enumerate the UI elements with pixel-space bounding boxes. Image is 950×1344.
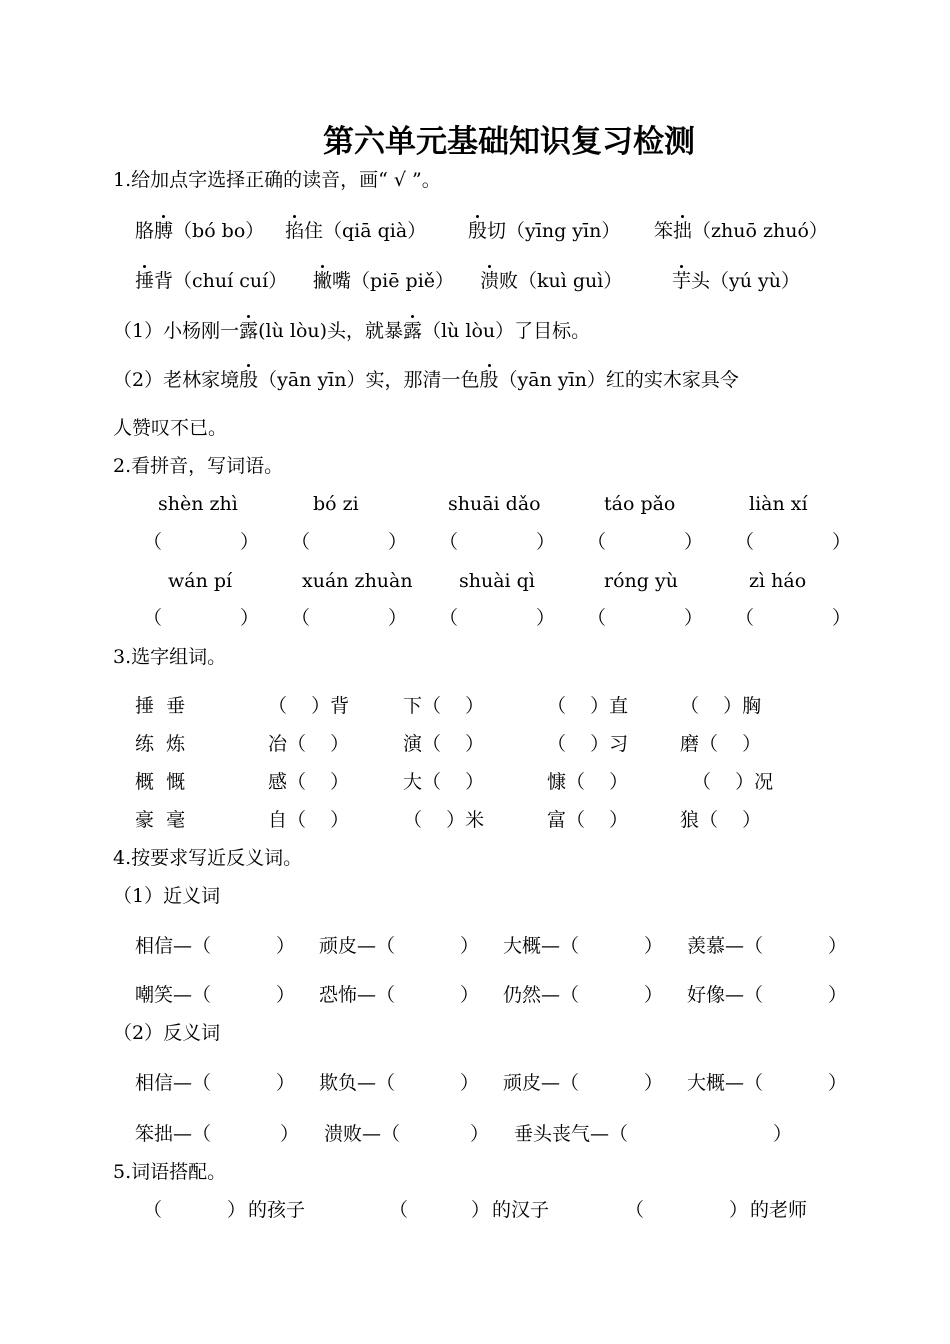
antonym-item: 溃败—（ <box>324 1123 401 1145</box>
fill-word[interactable]: 下（ ） <box>403 695 485 717</box>
q2-heading: 2.看拼音，写词语。 <box>113 455 284 477</box>
fill-word[interactable]: （ ）况 <box>692 771 774 793</box>
q1-item: 芋头（yú yù） <box>672 270 800 292</box>
antonym-item: 欺负—（ <box>319 1072 396 1094</box>
pinyin: wán pí <box>168 570 233 592</box>
emphasis-char: 掐 <box>285 220 305 242</box>
q4-heading: 4.按要求写近反义词。 <box>113 847 303 869</box>
q1-item: 笨拙（zhuō zhuó） <box>654 220 828 242</box>
q1-item: 溃败（kuì guì） <box>480 270 623 292</box>
fill-word[interactable]: 磨（ ） <box>680 733 762 755</box>
emphasis-char: 芋 <box>672 270 692 292</box>
answer-blank-open[interactable]: （ <box>439 531 459 553</box>
fill-word[interactable]: （ ）直 <box>547 695 629 717</box>
answer-blank-open[interactable]: （ <box>735 607 755 629</box>
answer-blank-close[interactable]: ） <box>644 1072 664 1094</box>
answer-blank-open[interactable]: （ <box>735 531 755 553</box>
antonym-item: 垂头丧气—（ <box>514 1123 629 1145</box>
q1-item: 胳膊（bó bo） <box>135 220 265 242</box>
answer-blank-close[interactable]: ） <box>470 1123 490 1145</box>
antonym-item: 顽皮—（ <box>503 1072 580 1094</box>
answer-blank-close[interactable]: ） <box>644 935 664 957</box>
answer-blank-close[interactable]: ） <box>828 1072 848 1094</box>
synonym-item: 好像—（ <box>687 984 764 1006</box>
answer-blank-open[interactable]: （ <box>625 1199 645 1221</box>
q4-synonym-label: （1）近义词 <box>113 885 221 907</box>
fill-word[interactable]: 感（ ） <box>268 771 350 793</box>
answer-blank-close[interactable]: ） <box>684 531 704 553</box>
answer-blank-close[interactable]: ） <box>773 1123 793 1145</box>
q1-heading: 1.给加点字选择正确的读音，画“ √ ”。 <box>113 169 441 191</box>
answer-blank-open[interactable]: （ <box>143 1199 163 1221</box>
answer-blank-close[interactable]: ） <box>227 1199 247 1221</box>
answer-blank-close[interactable]: ） <box>388 607 408 629</box>
q1-item: 撇嘴（piē piě） <box>313 270 455 292</box>
fill-word[interactable]: 自（ ） <box>268 809 350 831</box>
synonym-item: 顽皮—（ <box>319 935 396 957</box>
emphasis-char: 殷 <box>479 369 499 391</box>
answer-blank-open[interactable]: （ <box>143 607 163 629</box>
pinyin: shuài qì <box>459 570 535 592</box>
collocation-word: 的孩子 <box>248 1199 306 1221</box>
emphasis-char: 露 <box>239 320 259 342</box>
answer-blank-close[interactable]: ） <box>276 984 296 1006</box>
answer-blank-open[interactable]: （ <box>439 607 459 629</box>
answer-blank-close[interactable]: ） <box>460 1072 480 1094</box>
synonym-item: 嘲笑—（ <box>135 984 212 1006</box>
fill-word[interactable]: 演（ ） <box>403 733 485 755</box>
answer-blank-open[interactable]: （ <box>587 607 607 629</box>
fill-word[interactable]: （ ）胸 <box>680 695 762 717</box>
answer-blank-close[interactable]: ） <box>729 1199 749 1221</box>
antonym-item: 大概—（ <box>687 1072 764 1094</box>
char-pair: 豪 毫 <box>135 809 186 831</box>
answer-blank-close[interactable]: ） <box>460 935 480 957</box>
q1-item: 殷切（yīng yīn） <box>468 220 621 242</box>
emphasis-char: 溃 <box>480 270 500 292</box>
emphasis-char: 露 <box>403 320 423 342</box>
char-pair: 概 慨 <box>135 771 186 793</box>
answer-blank-open[interactable]: （ <box>587 531 607 553</box>
emphasis-char: 撇 <box>313 270 333 292</box>
answer-blank-close[interactable]: ） <box>471 1199 491 1221</box>
answer-blank-close[interactable]: ） <box>280 1123 300 1145</box>
q4-antonym-label: （2）反义词 <box>113 1022 221 1044</box>
pinyin: shèn zhì <box>158 493 238 515</box>
emphasis-char: 捶 <box>135 270 155 292</box>
q5-heading: 5.词语搭配。 <box>113 1161 227 1183</box>
fill-word[interactable]: 富（ ） <box>547 809 629 831</box>
pinyin: liàn xí <box>749 493 808 515</box>
answer-blank-close[interactable]: ） <box>388 531 408 553</box>
fill-word[interactable]: （ ）背 <box>268 695 350 717</box>
pinyin: xuán zhuàn <box>302 570 413 592</box>
antonym-item: 相信—（ <box>135 1072 212 1094</box>
page-title: 第六单元基础知识复习检测 <box>323 124 695 160</box>
answer-blank-open[interactable]: （ <box>143 531 163 553</box>
fill-word[interactable]: 狼（ ） <box>680 809 762 831</box>
answer-blank-close[interactable]: ） <box>536 607 556 629</box>
synonym-item: 羡慕—（ <box>687 935 764 957</box>
answer-blank-close[interactable]: ） <box>828 935 848 957</box>
q1-sentence-1: （1）小杨刚一露(lù lòu)头，就暴露（lù lòu）了目标。 <box>113 320 591 342</box>
answer-blank-open[interactable]: （ <box>291 607 311 629</box>
emphasis-char: 殷 <box>468 220 488 242</box>
synonym-item: 仍然—（ <box>503 984 580 1006</box>
synonym-item: 恐怖—（ <box>319 984 396 1006</box>
q1-item: 掐住（qiā qià） <box>285 220 427 242</box>
pinyin: bó zi <box>313 493 359 515</box>
emphasis-char: 膊 <box>154 220 174 242</box>
emphasis-char: 殷 <box>239 369 259 391</box>
synonym-item: 相信—（ <box>135 935 212 957</box>
pinyin: táo pǎo <box>604 493 676 515</box>
pinyin: zì háo <box>749 570 807 592</box>
answer-blank-close[interactable]: ） <box>832 607 852 629</box>
q3-heading: 3.选字组词。 <box>113 646 227 668</box>
collocation-word: 的老师 <box>750 1199 808 1221</box>
fill-word[interactable]: 大（ ） <box>403 771 485 793</box>
char-pair: 捶 垂 <box>135 695 186 717</box>
q1-sentence-2: （2）老林家境殷（yān yīn）实，那清一色殷（yān yīn）红的实木家具令 <box>113 369 739 391</box>
answer-blank-close[interactable]: ） <box>832 531 852 553</box>
emphasis-char: 拙 <box>673 220 693 242</box>
pinyin: shuāi dǎo <box>448 493 541 515</box>
q1-item: 捶背（chuí cuí） <box>135 270 288 292</box>
answer-blank-close[interactable]: ） <box>644 984 664 1006</box>
fill-word[interactable]: 冶（ ） <box>268 733 350 755</box>
char-pair: 练 炼 <box>135 733 186 755</box>
fill-word[interactable]: 慷（ ） <box>547 771 629 793</box>
pinyin: róng yù <box>604 570 678 592</box>
answer-blank-close[interactable]: ） <box>240 531 260 553</box>
answer-blank-close[interactable]: ） <box>684 607 704 629</box>
answer-blank-close[interactable]: ） <box>276 935 296 957</box>
answer-blank-close[interactable]: ） <box>276 1072 296 1094</box>
antonym-item: 笨拙—（ <box>135 1123 212 1145</box>
fill-word[interactable]: （ ）习 <box>547 733 629 755</box>
answer-blank-close[interactable]: ） <box>460 984 480 1006</box>
q1-sentence-2-cont: 人赞叹不已。 <box>113 417 228 439</box>
answer-blank-open[interactable]: （ <box>389 1199 409 1221</box>
answer-blank-open[interactable]: （ <box>291 531 311 553</box>
answer-blank-close[interactable]: ） <box>536 531 556 553</box>
answer-blank-close[interactable]: ） <box>828 984 848 1006</box>
answer-blank-close[interactable]: ） <box>240 607 260 629</box>
fill-word[interactable]: （ ）米 <box>403 809 485 831</box>
synonym-item: 大概—（ <box>503 935 580 957</box>
collocation-word: 的汉子 <box>492 1199 550 1221</box>
